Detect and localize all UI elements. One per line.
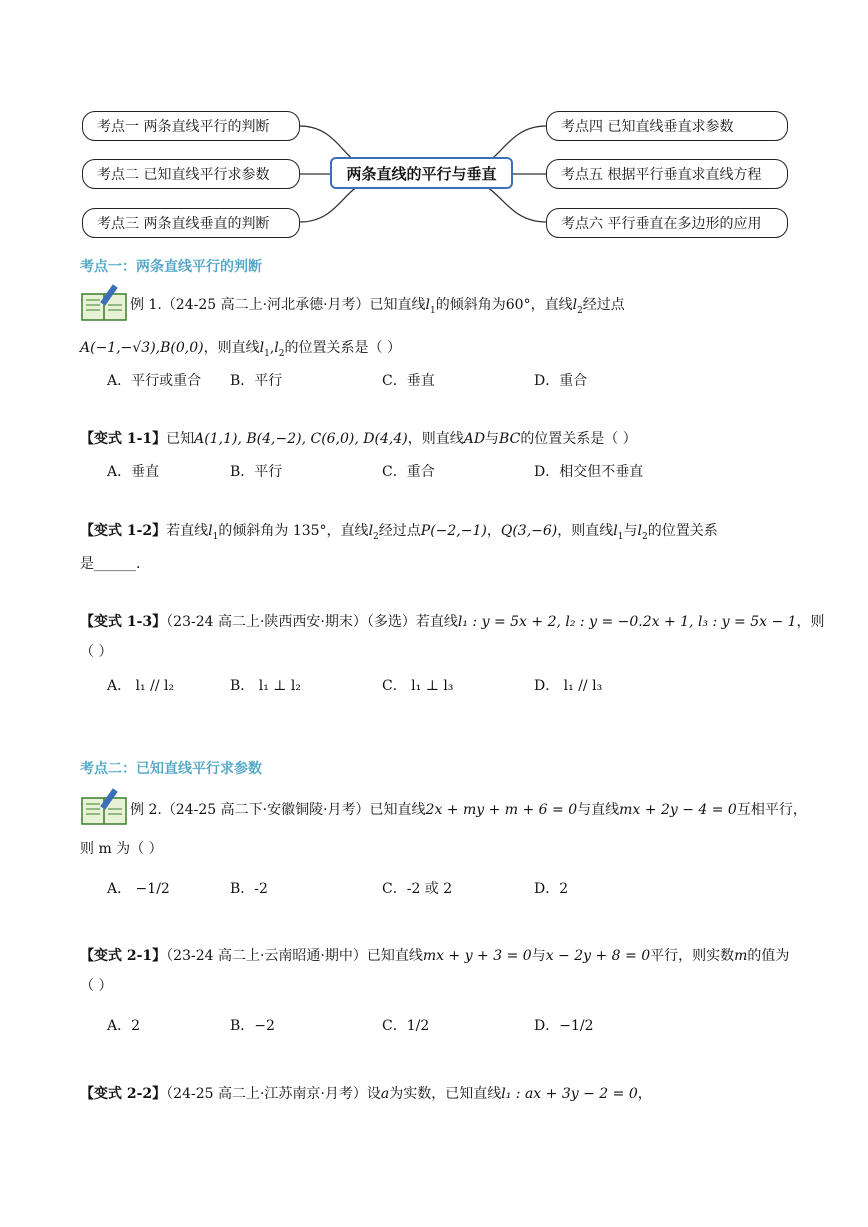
option-d: D．相交但不垂直 bbox=[534, 464, 644, 480]
variant-2-2-line-1: 【变式 2-2】（24-25 高二上·江苏南京·月考）设a为实数，已知直线l₁ : ax + 3y − 2 = 0， bbox=[80, 1086, 652, 1102]
mindmap-node-1: 考点一 两条直线平行的判断 bbox=[82, 111, 300, 141]
option-b: B．平行 bbox=[230, 464, 283, 480]
option-c: C．-2 或 2 bbox=[382, 881, 453, 897]
variant-1-3-line-2: （ ） bbox=[80, 644, 113, 660]
option-c: C．重合 bbox=[382, 464, 435, 480]
book-pencil-icon bbox=[80, 284, 128, 324]
option-c: C．1/2 bbox=[382, 1018, 430, 1034]
option-d: D．重合 bbox=[534, 373, 588, 389]
mindmap-node-6: 考点六 平行垂直在多边形的应用 bbox=[546, 208, 788, 238]
option-d: D．−1/2 bbox=[534, 1018, 594, 1034]
option-a: A．垂直 bbox=[107, 464, 160, 480]
mindmap-node-2: 考点二 已知直线平行求参数 bbox=[82, 159, 300, 189]
mindmap-node-4: 考点四 已知直线垂直求参数 bbox=[546, 111, 788, 141]
variant-1-3-line-1: 【变式 1-3】（23-24 高二上·陕西西安·期末）（多选）若直线l₁ : y = 5x + 2, l₂ : y = −0.2x + 1, l₃ : y = 5x − 1，则 bbox=[80, 614, 825, 630]
variant-1-2-line-2: 是______. bbox=[80, 556, 141, 572]
example-label: 例 1. bbox=[130, 297, 162, 313]
option-c: C．垂直 bbox=[382, 373, 435, 389]
example-1-line-1: 例 1.（24-25 高二上·河北承德·月考）已知直线$l_1$的倾斜角为60°，直线$l_2$经过点 bbox=[130, 297, 625, 316]
section-heading-2: 考点二：已知直线平行求参数 bbox=[80, 761, 262, 777]
option-d: D．2 bbox=[534, 881, 569, 897]
option-b: B．−2 bbox=[230, 1018, 275, 1034]
option-b: B．-2 bbox=[230, 881, 268, 897]
option-b: B． l₁ ⊥ l₂ bbox=[230, 678, 301, 694]
option-d: D． l₁ // l₃ bbox=[534, 678, 603, 694]
option-a: A． l₁ // l₂ bbox=[107, 678, 175, 694]
mindmap-center-title: 两条直线的平行与垂直 bbox=[330, 157, 513, 189]
book-pencil-icon bbox=[80, 788, 128, 828]
mindmap-node-3: 考点三 两条直线垂直的判断 bbox=[82, 208, 300, 238]
option-b: B．平行 bbox=[230, 373, 283, 389]
variant-1-1-line-1: 【变式 1-1】已知A(1,1), B(4,−2), C(6,0), D(4,4)，则直线AD与BC的位置关系是（ ） bbox=[80, 431, 637, 447]
variant-1-2-line-1: 【变式 1-2】若直线$l_1$的倾斜角为 135°，直线$l_2$经过点P(−2,−1)，Q(3,−6)，则直线$l_1$与$l_2$的位置关系 bbox=[80, 523, 718, 542]
option-a: A． −1/2 bbox=[107, 881, 170, 897]
variant-2-1-line-1: 【变式 2-1】（23-24 高二上·云南昭通·期中）已知直线mx + y + 3 = 0与x − 2y + 8 = 0平行，则实数m的值为 bbox=[80, 948, 790, 964]
option-a: A．平行或重合 bbox=[107, 373, 202, 389]
example-2-line-1: 例 2.（24-25 高二下·安徽铜陵·月考）已知直线2x + my + m + 6 = 0与直线mx + 2y − 4 = 0互相平行， bbox=[130, 802, 807, 818]
option-a: A．2 bbox=[107, 1018, 141, 1034]
option-c: C． l₁ ⊥ l₃ bbox=[382, 678, 454, 694]
example-1-line-2: A(−1,−√3),B(0,0)，则直线$l_1,l_2$的位置关系是（ ） bbox=[80, 340, 401, 359]
example-2-line-2: 则 m 为（ ） bbox=[80, 841, 163, 857]
mindmap-node-5: 考点五 根据平行垂直求直线方程 bbox=[546, 159, 788, 189]
section-heading-1: 考点一：两条直线平行的判断 bbox=[80, 259, 262, 275]
variant-2-1-line-2: （ ） bbox=[80, 978, 113, 994]
